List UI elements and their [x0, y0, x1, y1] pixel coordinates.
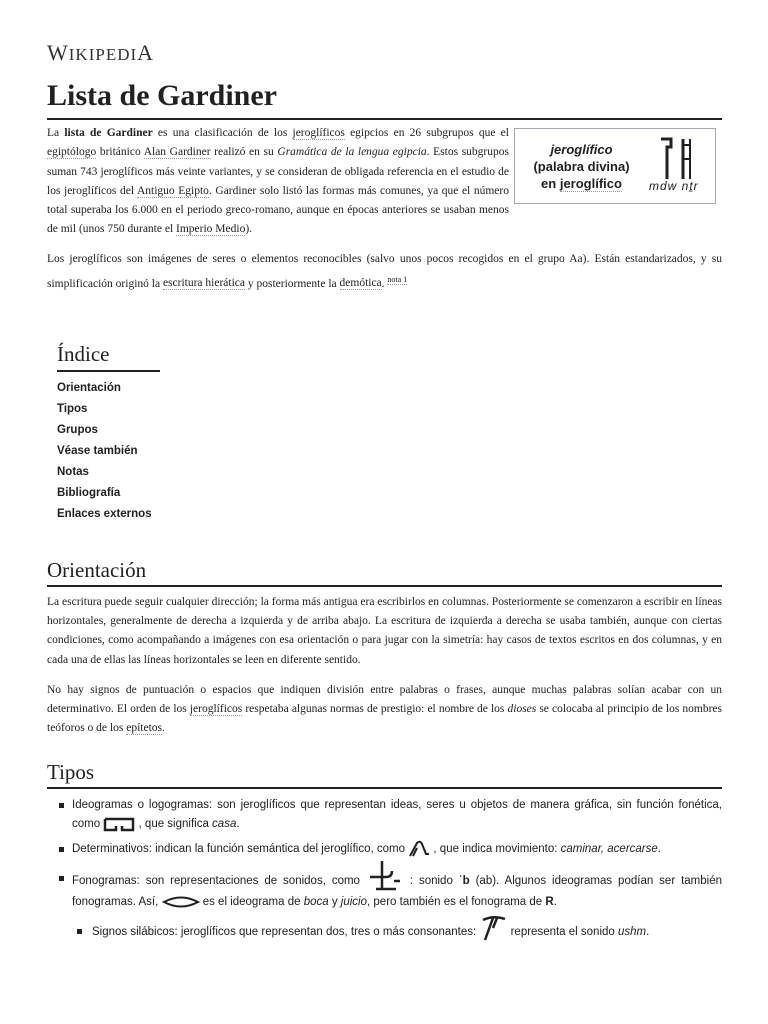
link-epitetos[interactable]: epítetos: [126, 722, 162, 735]
link-escritura-hieratica[interactable]: escritura hierática: [162, 277, 245, 290]
list-item: Fonogramas: son representaciones de sonidos, como : sonido ʿb (ab). Algunos ideogramas podían ser también fonogramas. Así, es el ideograma de boca y juicio, pero también es el fonograma de R.: [47, 869, 722, 912]
infobox: [514, 128, 716, 204]
toc-item-notas[interactable]: Notas: [57, 466, 89, 478]
house-hieroglyph-icon: [103, 816, 135, 832]
mouth-hieroglyph-icon: [162, 896, 200, 908]
orientacion-paragraph-2: No hay signos de puntuación o espacios que indiquen división entre palabras o frases, aunque muchas palabras solían acabar con un determinativo. El orden de los jeroglíficos respetaba algunas normas de prestigio: el nombre de los dioses se colocaba al principio de los nombres teóforos o de los epítetos.: [47, 684, 722, 735]
list-item: Signos silábicos: jeroglíficos que representan dos, tres o más consonantes: representa el sonido ushm.: [47, 922, 722, 942]
page-title: Lista de Gardiner: [47, 78, 722, 120]
ushm-hieroglyph-icon: [479, 914, 507, 942]
orientacion-paragraph-1: La escritura puede seguir cualquier dirección; la forma más antigua era escribirlos en columnas. Posteriormente se comenzaron a escribir en líneas horizontales, generalmente de derecha a izquierda y de arriba abajo. La escritura de izquierda a derecha se usaba también, aunque con ciertas condiciones, como acompañando a imágenes con esa orientación o para jugar con la simetría: hay casos de textos escritos en dos columnas, y en cada una de ellas las líneas horizontales se leen en diferente sentido.: [47, 596, 722, 666]
toc-item-enlaces-externos[interactable]: Enlaces externos: [57, 508, 152, 520]
ab-hieroglyph-icon: [366, 859, 404, 893]
toc-title: Índice: [57, 340, 160, 372]
tipos-list: [47, 796, 722, 942]
toc-item-vease-tambien[interactable]: Véase también: [57, 445, 138, 457]
bold-term: lista de Gardiner: [64, 127, 153, 139]
link-jeroglificos-2[interactable]: jeroglíficos: [189, 703, 243, 716]
heading-tipos: Tipos: [47, 758, 722, 789]
logo-letter: W: [47, 40, 69, 65]
wikipedia-logo[interactable]: [47, 40, 154, 66]
infobox-link-jeroglifico[interactable]: jeroglífico: [559, 176, 622, 191]
link-imperio-medio[interactable]: Imperio Medio: [176, 223, 246, 236]
paragraph-2: Los jeroglíficos son imágenes de seres o elementos reconocibles (salvo unos pocos recogidos en el grupo Aa). Están estandarizados, y su simplificación originó la escritura hierática y posteriormente la demótica. $^{nota 1}$: [47, 253, 722, 290]
list-item: Ideogramas o logogramas: son jeroglíficos que representan ideas, seres u objetos de manera gráfica, sin función fonética, como , que significa casa.: [47, 796, 722, 834]
intro-paragraph: La lista de Gardiner es una clasificación de los jeroglíficos egipcios en 26 subgrupos que el egiptólogo británico Alan Gardiner realizó en su Gramática de la lengua egipcia. Estos subgrupos suman 743 jeroglíficos más veinte variantes, y se consideran de obligada referencia en el estudio de los jeroglíficos del Antiguo Egipto. Gardiner solo listó las formas más comunes, ya que el número total superaba los 6.000 en el periodo greco-romano, aunque en épocas anteriores se usaban menos de mil (unos 750 durante el Imperio Medio).: [47, 127, 509, 236]
logo-letters: IKIPEDI: [68, 45, 138, 64]
toc-item-bibliografia[interactable]: Bibliografía: [57, 487, 121, 499]
hieroglyph-icon: [655, 137, 703, 181]
infobox-caption: jeroglífico (palabra divina) en jeroglífico: [533, 142, 630, 191]
link-alan-gardiner[interactable]: Alan Gardiner: [143, 146, 211, 159]
heading-orientacion: Orientación: [47, 556, 722, 587]
transliteration: mdw nṯr: [649, 179, 699, 193]
legs-hieroglyph-icon: [408, 840, 430, 858]
logo-letter-end: A: [137, 40, 155, 65]
footnote-link[interactable]: nota 1: [387, 274, 408, 284]
link-antiguo-egipto[interactable]: Antiguo Egipto: [136, 184, 209, 197]
link-demotica[interactable]: demótica: [339, 277, 382, 290]
table-of-contents: [57, 340, 357, 525]
list-item: Determinativos: indican la función semántica del jeroglífico, como , que indica movimiento: caminar, acercarse.: [47, 840, 722, 859]
toc-item-tipos[interactable]: Tipos: [57, 403, 88, 415]
toc-item-orientacion[interactable]: Orientación: [57, 382, 121, 394]
link-jeroglificos[interactable]: jeroglíficos: [292, 127, 345, 139]
toc-item-grupos[interactable]: Grupos: [57, 424, 98, 436]
link-egiptologo[interactable]: egiptólogo: [47, 146, 97, 159]
